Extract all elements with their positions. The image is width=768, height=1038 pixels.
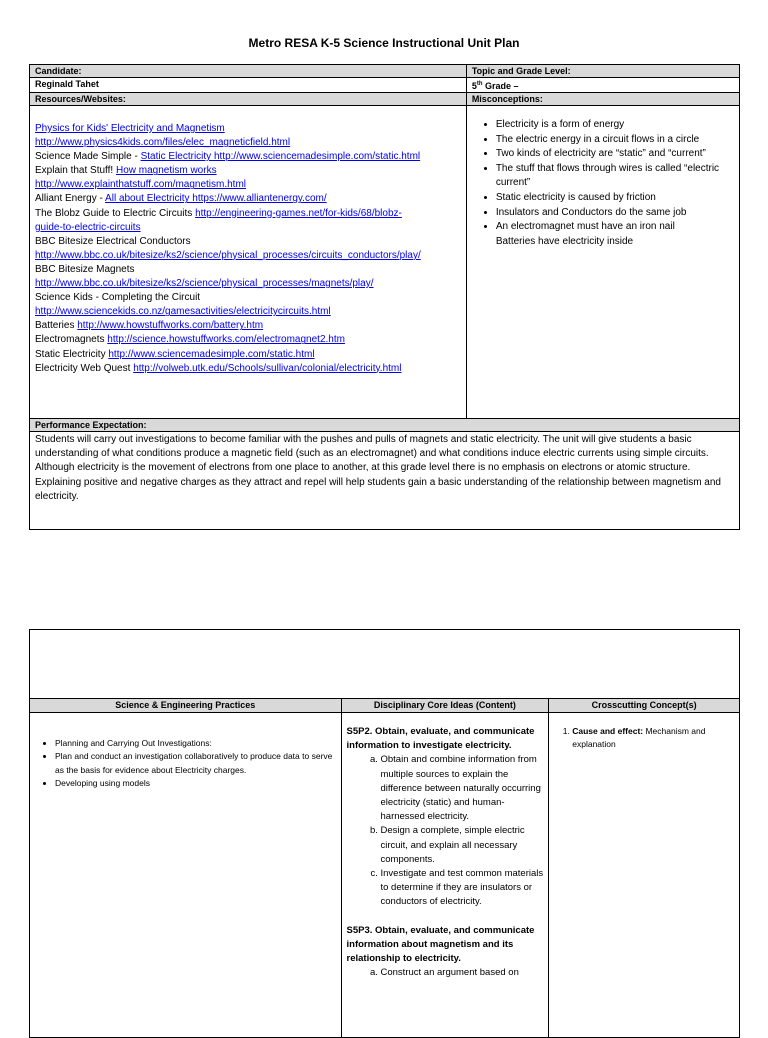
resource-line[interactable]	[35, 305, 461, 319]
crosscutting-item: 1. Cause and effect: Mechanism and explanation	[572, 725, 734, 750]
misconception-extra: Batteries have electricity inside	[495, 235, 634, 247]
misconceptions-list	[466, 106, 739, 419]
resource-link[interactable]: http://www.explainthatstuff.com/magnetism.html	[35, 179, 247, 191]
crosscutting-header: Crosscutting Concept(s)	[549, 699, 740, 713]
resource-link[interactable]: http://www.sciencekids.co.nz/gamesactivities/electricitycircuits.html	[35, 306, 331, 318]
misconception-item: • Insulators and Conductors do the same job	[496, 206, 734, 221]
practice-item: • Plan and conduct an investigation collaboratively to produce data to serve as the basis for evidence about Electricity charges.	[55, 750, 336, 777]
practice-item: • Developing using models	[55, 777, 336, 790]
resource-link[interactable]: http://www.sciencemadesimple.com/static.html	[108, 348, 315, 360]
resource-line[interactable]	[35, 136, 461, 150]
resource-line: BBC Bitesize Electrical Conductors	[35, 235, 191, 247]
resource-line[interactable]: Science Made Simple - Static Electricity http://www.sciencemadesimple.com/static.html	[35, 151, 421, 163]
resource-link[interactable]: guide-to-electric-circuits	[35, 221, 141, 233]
standards-table	[29, 629, 740, 1038]
misconception-item: • An electromagnet must have an iron nail	[496, 220, 734, 235]
resource-link[interactable]: http://www.physics4kids.com/files/elec_magneticfield.html	[35, 137, 291, 149]
dci-header: Disciplinary Core Ideas (Content)	[341, 699, 549, 713]
misconception-item: • Electricity is a form of energy	[496, 118, 734, 133]
dci-item: b. Design a complete, simple electric circuit, and explain all necessary components.	[381, 824, 544, 867]
resource-link[interactable]: Static Electricity http://www.sciencemadesimple.com/static.html	[140, 151, 421, 163]
resource-line[interactable]: The Blobz Guide to Electric Circuits http://engineering-games.net/for-kids/68/blobz-	[35, 207, 402, 219]
resource-link[interactable]: http://volweb.utk.edu/Schools/sullivan/colonial/electricity.html	[133, 362, 402, 374]
resource-line[interactable]: Explain that Stuff! How magnetism works	[35, 165, 217, 177]
misconception-item: • Two kinds of electricity are “static” and “current”	[496, 147, 734, 162]
performance-text: Students will carry out investigations to become familiar with the pushes and pulls of magnets and static electricity. The unit will give students a basic understanding of what conditions produce a magnetic field (such as an electromagnet) and what conditions induce electric currents using simple circuits. Although electricity is the movement of electrons from one place to another, at this grade level there is no emphasis on electrons or atomic structure. Explaining positive and negative charges as they attract and repel will help students gain a basic understanding of the relationship between magnetism and electricity.	[30, 432, 740, 530]
practices-cell	[30, 713, 342, 1038]
resource-link[interactable]: How magnetism works	[115, 165, 217, 177]
misconception-item: • Static electricity is caused by friction	[496, 191, 734, 206]
practice-item: • Planning and Carrying Out Investigations:	[55, 737, 336, 750]
standard-s5p3: S5P3. Obtain, evaluate, and communicate information about magnetism and its relationship to electricity.	[346, 924, 535, 965]
resource-link[interactable]: http://www.bbc.co.uk/bitesize/ks2/science/physical_processes/magnets/play/	[35, 278, 374, 290]
misconceptions-label: Misconceptions:	[466, 93, 739, 106]
crosscutting-cell	[549, 713, 740, 1038]
dci-cell	[341, 713, 549, 1038]
topic-label: Topic and Grade Level:	[466, 65, 739, 78]
dci-item: a. Construct an argument based on	[381, 966, 544, 980]
practices-header: Science & Engineering Practices	[30, 699, 342, 713]
resource-line[interactable]: Batteries http://www.howstuffworks.com/battery.htm	[35, 320, 264, 332]
resource-line[interactable]: Electricity Web Quest http://volweb.utk.edu/Schools/sullivan/colonial/electricity.html	[35, 362, 402, 374]
unit-plan-table	[29, 64, 740, 530]
resource-line[interactable]	[35, 122, 461, 136]
misconception-item: • The electric energy in a circuit flows in a circle	[496, 133, 734, 148]
resource-line[interactable]: Electromagnets http://science.howstuffworks.com/electromagnet2.htm	[35, 334, 345, 346]
resource-line: BBC Bitesize Magnets	[35, 263, 135, 275]
candidate-label: Candidate:	[30, 65, 467, 78]
standard-s5p2: S5P2. Obtain, evaluate, and communicate information to investigate electricity.	[346, 726, 535, 752]
resource-link[interactable]: All about Electricity https://www.alliantenergy.com/	[105, 193, 327, 205]
performance-label: Performance Expectation:	[30, 419, 740, 432]
misconception-item: • The stuff that flows through wires is called “electric current”	[496, 162, 734, 191]
resource-line[interactable]	[35, 249, 461, 263]
resource-line[interactable]	[35, 277, 461, 291]
resource-link[interactable]: http://science.howstuffworks.com/electromagnet2.htm	[107, 334, 345, 346]
resource-line: Science Kids - Completing the Circuit	[35, 292, 201, 304]
blank-header-row	[30, 630, 740, 699]
resource-line[interactable]	[35, 221, 461, 235]
resource-line[interactable]: Static Electricity http://www.sciencemadesimple.com/static.html	[35, 348, 315, 360]
dci-item: c. Investigate and test common materials to determine if they are insulators or conductors of electricity.	[381, 867, 544, 910]
resource-line[interactable]	[35, 178, 461, 192]
resources-label: Resources/Websites:	[30, 93, 467, 106]
page-title: Metro RESA K-5 Science Instructional Unit Plan	[248, 36, 520, 50]
grade-level: 5th Grade –	[466, 78, 739, 93]
resource-link[interactable]: Physics for Kids' Electricity and Magnetism	[35, 123, 225, 134]
resource-link[interactable]: http://www.bbc.co.uk/bitesize/ks2/science/physical_processes/circuits_conductors/play/	[35, 249, 421, 261]
resource-link[interactable]: http://www.howstuffworks.com/battery.htm	[77, 320, 264, 332]
dci-item: a. Obtain and combine information from multiple sources to explain the difference between naturally occurring electricity (static) and human-harnessed electricity.	[381, 753, 544, 824]
resource-line[interactable]: Alliant Energy - All about Electricity https://www.alliantenergy.com/	[35, 193, 327, 205]
resource-link[interactable]: http://engineering-games.net/for-kids/68/blobz-	[195, 207, 402, 219]
candidate-name: Reginald Tahet	[30, 78, 467, 93]
resources-list	[30, 106, 467, 419]
